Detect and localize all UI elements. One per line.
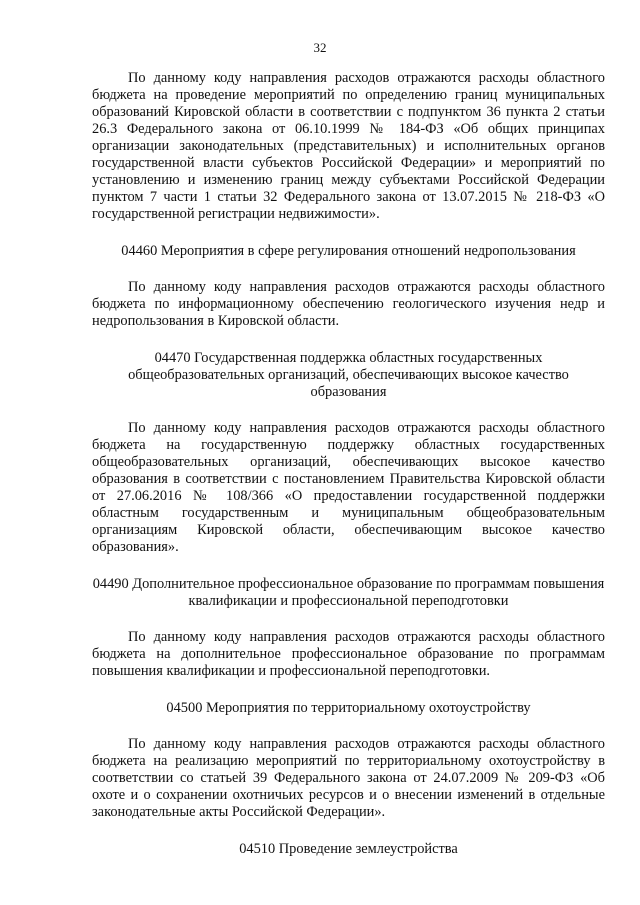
section-heading-04510: 04510 Проведение землеустройства bbox=[239, 841, 458, 857]
section-heading-04470: 04470 Государственная поддержка областных государственных общеобразовательных организаций, обеспечивающих высокое качество образования bbox=[128, 350, 569, 400]
spacer bbox=[92, 821, 605, 841]
section-heading-04460: 04460 Мероприятия в сфере регулирования отношений недропользования bbox=[121, 243, 576, 259]
spacer bbox=[92, 330, 605, 350]
section-heading-04490: 04490 Дополнительное профессиональное образование по программам повышения квалификации и профессиональной переподготовки bbox=[92, 576, 605, 609]
section-heading-04500: 04500 Мероприятия по территориальному охотоустройству bbox=[166, 700, 531, 716]
spacer bbox=[92, 223, 605, 243]
paragraph-municipal-boundaries: По данному коду направления расходов отражаются расходы областного бюджета на проведение мероприятий по определению границ муниципальных образований Кировской области в соответствии с подпунктом 36 пункта 2 статьи 26.3 Федерального закона от 06.10.1999 № 184-ФЗ «Об общих принципах организации законодательных (представительных) и исполнительных органов государственной власти субъектов Российской Федерации» и мероприятий по установлению и изменению границ между субъектами Российской Федерации пунктом 7 части 1 статьи 32 Федерального закона от 13.07.2015 № 218-ФЗ «О государственной регистрации недвижимости». bbox=[92, 70, 605, 222]
paragraph-professional-training: По данному коду направления расходов отражаются расходы областного бюджета на дополнительное профессиональное образование по программам повышения квалификации и профессиональной переподготовки. bbox=[92, 629, 605, 679]
paragraph-subsoil-use: По данному коду направления расходов отражаются расходы областного бюджета по информационному обеспечению геологического изучения недр и недропользования в Кировской области. bbox=[92, 279, 605, 329]
spacer bbox=[92, 717, 605, 736]
spacer bbox=[92, 680, 605, 700]
spacer bbox=[92, 556, 605, 576]
spacer bbox=[92, 610, 605, 629]
paragraph-education-support: По данному коду направления расходов отражаются расходы областного бюджета на государственную поддержку областных государственных общеобразовательных организаций, обеспечивающих высокое качество образования в соответствии с постановлением Правительства Кировской области от 27.06.2016 № 108/366 «О предоставлении государственной поддержки областным государственным и муниципальным общеобразовательным организациям Кировской области, обеспечивающим высокое качество образования». bbox=[92, 420, 605, 555]
document-body bbox=[92, 70, 605, 858]
spacer bbox=[92, 260, 605, 279]
paragraph-hunting-management: По данному коду направления расходов отражаются расходы областного бюджета на реализацию мероприятий по территориальному охотоустройству в соответствии со статьей 39 Федерального закона от 24.07.2009 № 209-ФЗ «Об охоте и о сохранении охотничьих ресурсов и о внесении изменений в отдельные законодательные акты Российской Федерации». bbox=[92, 736, 605, 820]
page-number: 32 bbox=[313, 40, 327, 55]
spacer bbox=[92, 401, 605, 420]
